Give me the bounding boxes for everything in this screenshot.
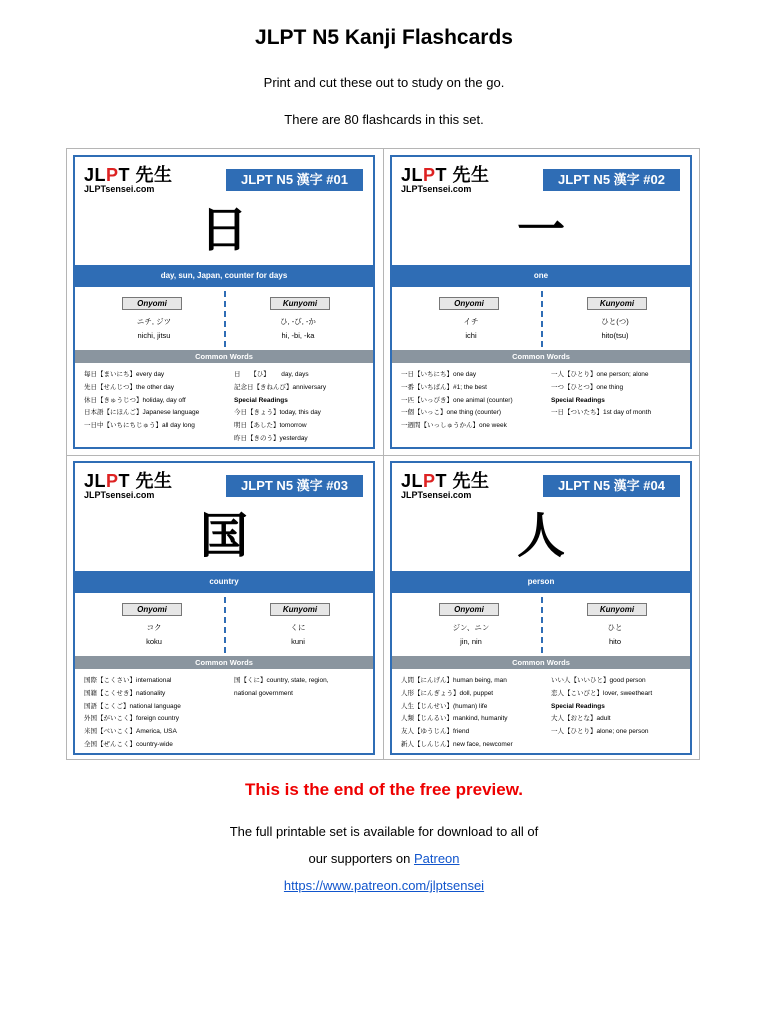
word-entry: 休日【きゅうじつ】holiday, day off [84, 396, 186, 404]
jlptsensei-logo [84, 166, 173, 195]
common-words-left [84, 369, 199, 433]
word-entry: 国際【こくさい】international [84, 677, 172, 684]
kunyomi-kana: ひと(つ) [601, 317, 629, 326]
logo-part: JL [401, 165, 424, 185]
word-entry: いい人【いいひと】good person [551, 677, 646, 684]
kunyomi-romaji: hito(tsu) [601, 331, 629, 340]
word-entry: 人間【にんげん】human being, man [401, 677, 507, 684]
reading-divider [224, 597, 226, 653]
kanji-character: 国 [199, 508, 248, 564]
logo-site: JLPTsensei.com [84, 490, 155, 500]
logo-text [401, 166, 490, 184]
kanji-meaning: one [392, 265, 690, 287]
onyomi-romaji: nichi, jitsu [137, 331, 171, 340]
word-entry: 新人【しんじん】new face, newcomer [401, 740, 513, 748]
kanji-character: 日 [199, 202, 248, 258]
common-words-header: Common Words [392, 656, 690, 669]
kunyomi-label: Kunyomi [587, 297, 647, 310]
common-words-left [401, 675, 513, 752]
reading-divider [224, 291, 226, 347]
word-entry: 国籍【こくせき】nationality [84, 689, 166, 697]
flashcard [390, 461, 692, 755]
kunyomi-label: Kunyomi [270, 297, 330, 310]
common-words-header: Common Words [75, 350, 373, 363]
word-entry: Special Readings [234, 396, 288, 404]
word-entry: 全国【ぜんこく】country-wide [84, 740, 173, 748]
kunyomi-label: Kunyomi [587, 603, 647, 616]
word-entry: 友人【ゆうじん】friend [401, 728, 470, 736]
word-entry: 一週間【いっしゅうかん】one week [401, 422, 507, 430]
logo-text [84, 166, 173, 184]
logo-part-red: P [423, 471, 436, 491]
word-entry: 米国【べいこく】America, USA [84, 728, 177, 736]
word-entry: 一番【いちばん】#1; the best [401, 383, 487, 391]
intro-line-1: Print and cut these out to study on the go. [263, 75, 505, 90]
word-entry: 先日【せんじつ】the other day [84, 383, 174, 391]
card-number-badge: JLPT N5 漢字 #02 [543, 169, 680, 191]
jlptsensei-logo [401, 166, 490, 195]
kunyomi-kana: ひと [607, 623, 623, 632]
kanji-character: 一 [516, 202, 565, 258]
word-entry: 一個【いっこ】one thing (counter) [401, 409, 502, 417]
patreon-link[interactable]: Patreon [413, 851, 460, 866]
kanji-meaning: person [392, 571, 690, 593]
word-entry: 人生【じんせい】(human) life [401, 702, 488, 710]
url-line [0, 878, 768, 893]
common-words-header: Common Words [75, 656, 373, 669]
onyomi-kana: ニチ, ジツ [136, 317, 172, 326]
onyomi-label: Onyomi [122, 603, 182, 616]
onyomi-kana: ジン、ニン [452, 623, 490, 632]
kunyomi-label: Kunyomi [270, 603, 330, 616]
card-number-badge: JLPT N5 漢字 #03 [226, 475, 363, 497]
common-words-right [551, 675, 652, 739]
jlptsensei-logo [401, 472, 490, 501]
common-words-right [234, 675, 329, 701]
onyomi-kana: イチ [463, 317, 479, 326]
word-entry: Special Readings [551, 396, 605, 404]
flashcard [73, 155, 375, 449]
flashcard [390, 155, 692, 449]
reading-divider [541, 597, 543, 653]
onyomi-label: Onyomi [439, 297, 499, 310]
word-entry: 国語【こくご】national language [84, 702, 181, 710]
logo-part: JL [84, 165, 107, 185]
kunyomi-kana: ひ, -び, -か [280, 317, 316, 326]
word-entry: 一日【いちにち】one day [401, 371, 477, 378]
patreon-url-link[interactable]: https://www.patreon.com/jlptsensei [283, 878, 485, 893]
preview-end-notice: This is the end of the free preview. [244, 780, 524, 799]
onyomi-romaji: ichi [465, 331, 477, 340]
download-note: The full printable set is available for download to all of [229, 824, 539, 839]
kanji-meaning: day, sun, Japan, counter for days [75, 265, 373, 287]
word-entry: 一日中【いちにちじゅう】all day long [84, 422, 195, 430]
flashcard [73, 461, 375, 755]
cut-line-vertical [383, 149, 384, 759]
logo-part-red: P [423, 165, 436, 185]
kanji-character: 人 [516, 508, 565, 564]
word-entry: 外国【がいこく】foreign country [84, 715, 179, 723]
word-entry: 一匹【いっぴき】one animal (counter) [401, 396, 513, 404]
logo-text [401, 472, 490, 490]
word-entry: 一つ【ひとつ】one thing [551, 383, 624, 391]
logo-site: JLPTsensei.com [401, 184, 472, 194]
common-words-left [401, 369, 513, 433]
onyomi-label: Onyomi [439, 603, 499, 616]
kunyomi-romaji: hito [608, 637, 622, 646]
card-number-badge: JLPT N5 漢字 #01 [226, 169, 363, 191]
word-entry: 一日【ついたち】1st day of month [551, 409, 652, 417]
supporters-line [0, 851, 768, 866]
word-entry: 日 【ひ】 day, days [234, 371, 309, 378]
word-entry: 明日【あした】tomorrow [234, 422, 307, 430]
onyomi-romaji: jin, nin [460, 637, 482, 646]
kunyomi-romaji: hi, -bi, -ka [281, 331, 315, 340]
intro-line-2: There are 80 flashcards in this set. [284, 112, 484, 127]
logo-text [84, 472, 173, 490]
word-entry: 毎日【まいにち】every day [84, 371, 165, 378]
logo-site: JLPTsensei.com [84, 184, 155, 194]
common-words-right [551, 369, 651, 420]
logo-part: T 先生 [435, 165, 490, 185]
word-entry: 人類【じんるい】mankind, humanity [401, 715, 508, 723]
word-entry: 人形【にんぎょう】doll, puppet [401, 689, 494, 697]
card-number-badge: JLPT N5 漢字 #04 [543, 475, 680, 497]
word-entry: national government [234, 689, 293, 697]
cut-line-horizontal [67, 455, 699, 456]
common-words-header: Common Words [392, 350, 690, 363]
word-entry: 昨日【きのう】yesterday [234, 434, 308, 442]
page-title: JLPT N5 Kanji Flashcards [255, 26, 513, 49]
logo-part: T 先生 [435, 471, 490, 491]
word-entry: 一人【ひとり】alone; one person [551, 728, 649, 736]
logo-part: T 先生 [118, 471, 173, 491]
onyomi-romaji: koku [146, 637, 162, 646]
reading-divider [541, 291, 543, 347]
kunyomi-kana: くに [290, 623, 306, 632]
logo-part-red: P [106, 165, 119, 185]
logo-site: JLPTsensei.com [401, 490, 472, 500]
word-entry: 国【くに】country, state, region, [234, 677, 329, 684]
word-entry: 日本語【にほんご】Japanese language [84, 409, 200, 417]
kunyomi-romaji: kuni [291, 637, 305, 646]
logo-part: JL [84, 471, 107, 491]
flashcard-grid [66, 148, 700, 760]
word-entry: 今日【きょう】today, this day [234, 409, 321, 417]
common-words-left [84, 675, 181, 752]
onyomi-label: Onyomi [122, 297, 182, 310]
logo-part-red: P [106, 471, 119, 491]
logo-part: JL [401, 471, 424, 491]
word-entry: 恋人【こいびと】lover, sweetheart [551, 689, 653, 697]
word-entry: Special Readings [551, 702, 605, 710]
word-entry: 大人【おとな】adult [551, 715, 611, 723]
kanji-meaning: country [75, 571, 373, 593]
word-entry: 一人【ひとり】one person; alone [551, 371, 649, 378]
jlptsensei-logo [84, 472, 173, 501]
onyomi-kana: コク [146, 623, 162, 632]
logo-part: T 先生 [118, 165, 173, 185]
word-entry: 記念日【きねんび】anniversary [234, 383, 327, 391]
common-words-right [234, 369, 326, 446]
supporters-text: our supporters on [308, 851, 414, 866]
